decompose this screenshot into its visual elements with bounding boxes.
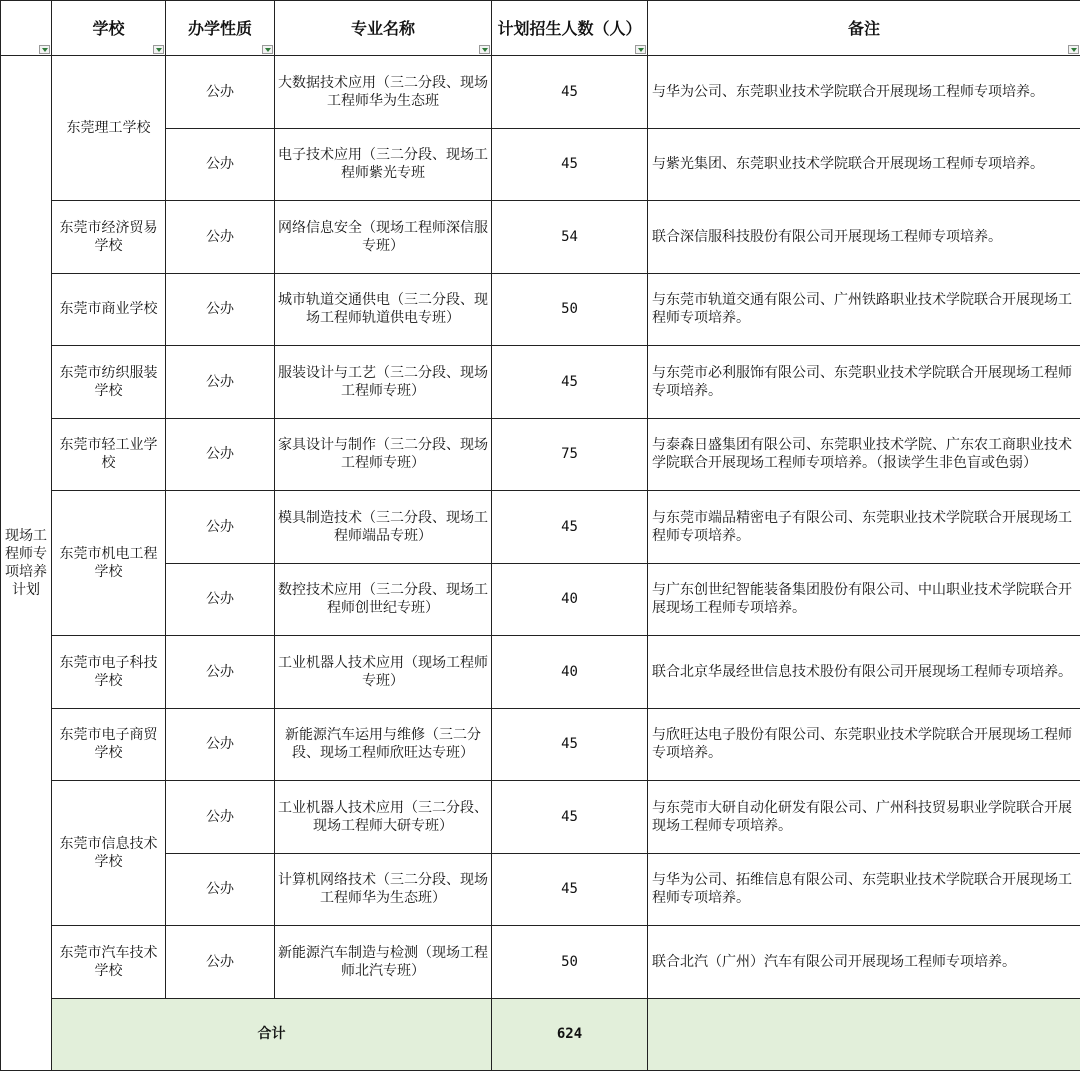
nature-cell: 公办 xyxy=(166,491,275,564)
remark-cell: 与华为公司、拓维信息有限公司、东莞职业技术学院联合开展现场工程师专项培养。 xyxy=(648,853,1080,926)
major-cell: 模具制造技术（三二分段、现场工程师端品专班） xyxy=(275,491,492,564)
count-cell: 45 xyxy=(492,708,648,781)
remark-cell: 联合北京华晟经世信息技术股份有限公司开展现场工程师专项培养。 xyxy=(648,636,1080,709)
remark-cell: 与东莞市大研自动化研发有限公司、广州科技贸易职业学院联合开展现场工程师专项培养。 xyxy=(648,781,1080,854)
table-row xyxy=(1,273,1080,346)
count-cell: 45 xyxy=(492,781,648,854)
total-row xyxy=(1,998,1080,1070)
filter-dropdown-icon[interactable] xyxy=(262,45,273,54)
header-nature: 办学性质 xyxy=(166,1,275,56)
remark-cell: 联合北汽（广州）汽车有限公司开展现场工程师专项培养。 xyxy=(648,926,1080,999)
major-cell: 网络信息安全（现场工程师深信服专班） xyxy=(275,201,492,274)
remark-cell: 与东莞市轨道交通有限公司、广州铁路职业技术学院联合开展现场工程师专项培养。 xyxy=(648,273,1080,346)
count-cell: 45 xyxy=(492,346,648,419)
table-row xyxy=(1,926,1080,999)
count-cell: 45 xyxy=(492,56,648,129)
total-label: 合计 xyxy=(52,998,492,1070)
nature-cell: 公办 xyxy=(166,128,275,201)
count-cell: 45 xyxy=(492,853,648,926)
table-row xyxy=(1,201,1080,274)
count-cell: 75 xyxy=(492,418,648,491)
major-cell: 新能源汽车运用与维修（三二分段、现场工程师欣旺达专班） xyxy=(275,708,492,781)
nature-cell: 公办 xyxy=(166,563,275,636)
remark-cell: 与欣旺达电子股份有限公司、东莞职业技术学院联合开展现场工程师专项培养。 xyxy=(648,708,1080,781)
table-row xyxy=(1,418,1080,491)
count-cell: 50 xyxy=(492,926,648,999)
remark-cell: 与华为公司、东莞职业技术学院联合开展现场工程师专项培养。 xyxy=(648,56,1080,129)
header-blank xyxy=(1,1,52,56)
table-row xyxy=(1,781,1080,854)
table-row xyxy=(1,708,1080,781)
major-cell: 城市轨道交通供电（三二分段、现场工程师轨道供电专班） xyxy=(275,273,492,346)
school-cell: 东莞市商业学校 xyxy=(52,273,166,346)
filter-dropdown-icon[interactable] xyxy=(39,45,50,54)
school-cell: 东莞市纺织服装学校 xyxy=(52,346,166,419)
nature-cell: 公办 xyxy=(166,636,275,709)
major-cell: 电子技术应用（三二分段、现场工程师紫光专班 xyxy=(275,128,492,201)
count-cell: 50 xyxy=(492,273,648,346)
nature-cell: 公办 xyxy=(166,853,275,926)
filter-dropdown-icon[interactable] xyxy=(1068,45,1079,54)
table-row xyxy=(1,56,1080,129)
major-cell: 大数据技术应用（三二分段、现场工程师华为生态班 xyxy=(275,56,492,129)
count-cell: 45 xyxy=(492,128,648,201)
nature-cell: 公办 xyxy=(166,56,275,129)
table-row xyxy=(1,636,1080,709)
table-row xyxy=(1,491,1080,564)
count-cell: 54 xyxy=(492,201,648,274)
nature-cell: 公办 xyxy=(166,201,275,274)
remark-cell: 联合深信服科技股份有限公司开展现场工程师专项培养。 xyxy=(648,201,1080,274)
school-cell: 东莞市经济贸易学校 xyxy=(52,201,166,274)
major-cell: 新能源汽车制造与检测（现场工程师北汽专班） xyxy=(275,926,492,999)
remark-cell: 与广东创世纪智能装备集团股份有限公司、中山职业技术学院联合开展现场工程师专项培养。 xyxy=(648,563,1080,636)
count-cell: 40 xyxy=(492,563,648,636)
school-cell: 东莞市电子科技学校 xyxy=(52,636,166,709)
school-cell: 东莞理工学校 xyxy=(52,56,166,201)
header-enroll: 计划招生人数（人） xyxy=(492,1,648,56)
count-cell: 40 xyxy=(492,636,648,709)
nature-cell: 公办 xyxy=(166,418,275,491)
total-count: 624 xyxy=(492,998,648,1070)
major-cell: 工业机器人技术应用（现场工程师专班） xyxy=(275,636,492,709)
school-cell: 东莞市信息技术学校 xyxy=(52,781,166,926)
school-cell: 东莞市电子商贸学校 xyxy=(52,708,166,781)
nature-cell: 公办 xyxy=(166,273,275,346)
nature-cell: 公办 xyxy=(166,781,275,854)
header-row xyxy=(1,1,1080,56)
remark-cell: 与紫光集团、东莞职业技术学院联合开展现场工程师专项培养。 xyxy=(648,128,1080,201)
header-major: 专业名称 xyxy=(275,1,492,56)
remark-cell: 与东莞市必利服饰有限公司、东莞职业技术学院联合开展现场工程师专项培养。 xyxy=(648,346,1080,419)
school-cell: 东莞市机电工程学校 xyxy=(52,491,166,636)
major-cell: 家具设计与制作（三二分段、现场工程师专班） xyxy=(275,418,492,491)
major-cell: 数控技术应用（三二分段、现场工程师创世纪专班） xyxy=(275,563,492,636)
nature-cell: 公办 xyxy=(166,708,275,781)
major-cell: 工业机器人技术应用（三二分段、现场工程师大研专班） xyxy=(275,781,492,854)
filter-dropdown-icon[interactable] xyxy=(153,45,164,54)
major-cell: 服装设计与工艺（三二分段、现场工程师专班） xyxy=(275,346,492,419)
category-cell: 现场工程师专项培养计划 xyxy=(1,56,52,1071)
major-cell: 计算机网络技术（三二分段、现场工程师华为生态班） xyxy=(275,853,492,926)
filter-dropdown-icon[interactable] xyxy=(479,45,490,54)
table-row xyxy=(1,346,1080,419)
header-remark: 备注 xyxy=(648,1,1080,56)
total-remark xyxy=(648,998,1080,1070)
nature-cell: 公办 xyxy=(166,926,275,999)
remark-cell: 与泰森日盛集团有限公司、东莞职业技术学院、广东农工商职业技术学院联合开展现场工程师专项培养。（报读学生非色盲或色弱） xyxy=(648,418,1080,491)
remark-cell: 与东莞市端品精密电子有限公司、东莞职业技术学院联合开展现场工程师专项培养。 xyxy=(648,491,1080,564)
school-cell: 东莞市轻工业学校 xyxy=(52,418,166,491)
count-cell: 45 xyxy=(492,491,648,564)
filter-dropdown-icon[interactable] xyxy=(635,45,646,54)
nature-cell: 公办 xyxy=(166,346,275,419)
header-school: 学校 xyxy=(52,1,166,56)
school-cell: 东莞市汽车技术学校 xyxy=(52,926,166,999)
